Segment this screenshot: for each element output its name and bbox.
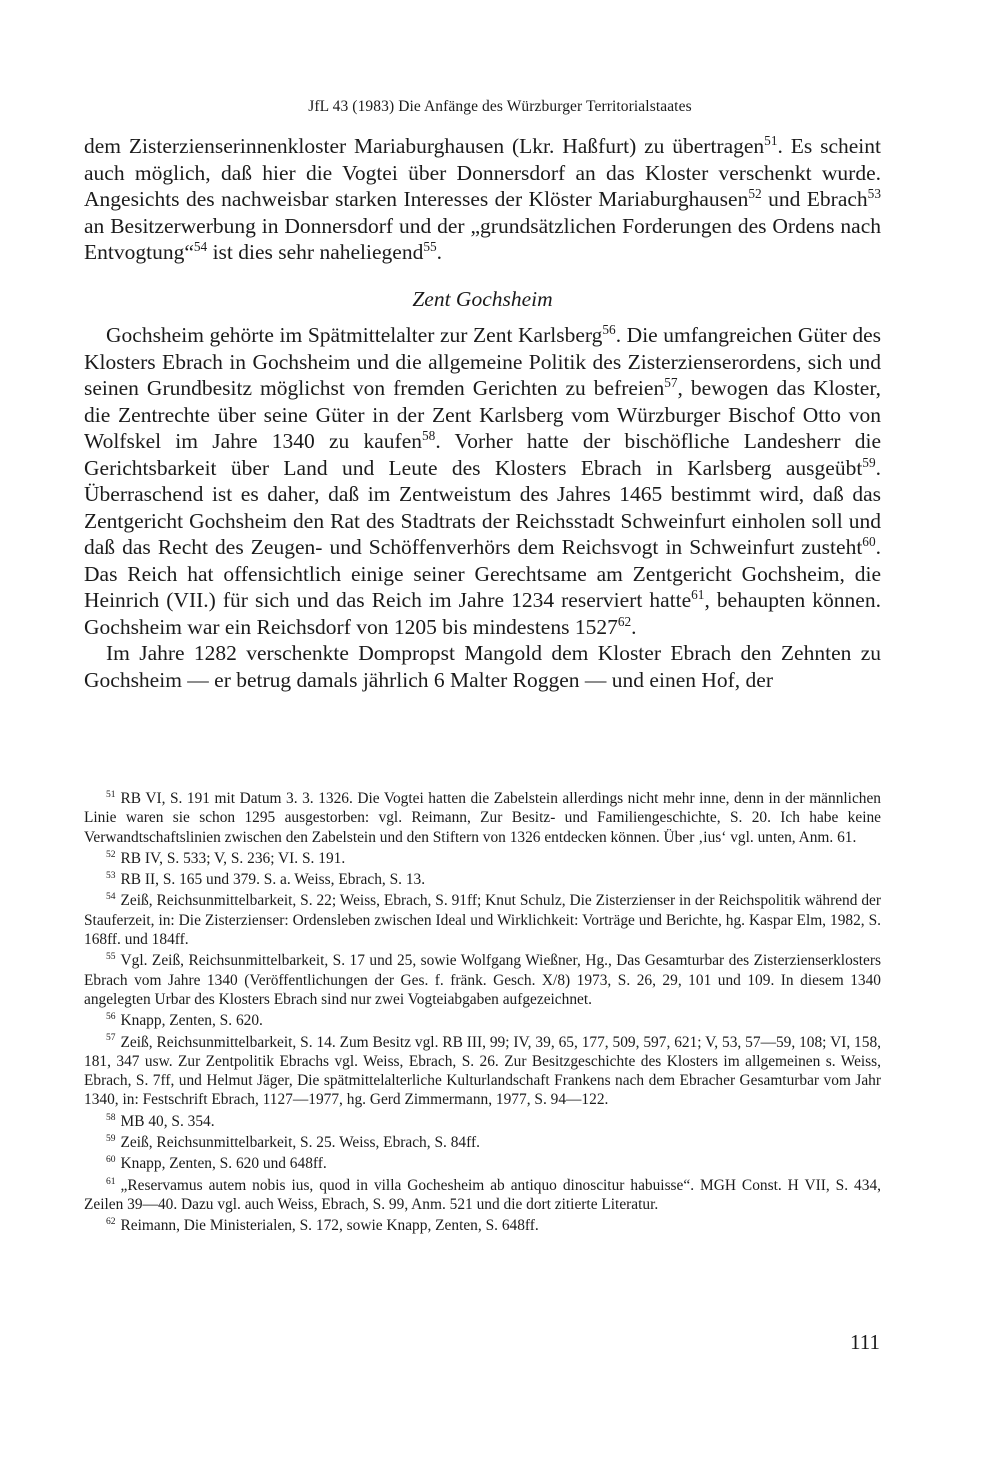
footnote-57 bbox=[84, 1033, 881, 1110]
footnote-text: „Reservamus autem nobis ius, quod in villa Gochesheim ab antiquo dinoscitur habuisse“. MGH Const. H VII, S. 434, Zeilen 39—40. Dazu vgl. auch Weiss, Ebrach, S. 99, Anm. 521 und die dort zitierte Literatur. bbox=[84, 1176, 881, 1213]
footnote-number: 53 bbox=[106, 870, 116, 882]
footnote-58 bbox=[84, 1112, 881, 1131]
footnote-ref-54[interactable]: 54 bbox=[193, 238, 208, 254]
footnote-number: 56 bbox=[106, 1011, 116, 1023]
footnote-text: RB II, S. 165 und 379. S. a. Weiss, Ebrach, S. 13. bbox=[120, 871, 426, 889]
footnote-ref-55[interactable]: 55 bbox=[423, 238, 437, 254]
footnote-ref-62[interactable]: 62 bbox=[617, 613, 632, 629]
footnote-number: 52 bbox=[106, 848, 116, 860]
footnote-text: Reimann, Die Ministerialen, S. 172, sowie Knapp, Zenten, S. 648ff. bbox=[120, 1217, 539, 1235]
footnote-number: 57 bbox=[106, 1032, 116, 1044]
footnote-ref-57[interactable]: 57 bbox=[664, 374, 678, 390]
footnote-52 bbox=[84, 849, 881, 868]
footnote-53 bbox=[84, 870, 881, 889]
footnote-number: 60 bbox=[106, 1154, 116, 1166]
page-number: 111 bbox=[850, 1330, 880, 1354]
footnote-text: Knapp, Zenten, S. 620 und 648ff. bbox=[120, 1155, 327, 1173]
footnote-60 bbox=[84, 1154, 881, 1173]
footnote-number: 62 bbox=[106, 1216, 116, 1228]
footnote-61 bbox=[84, 1176, 881, 1215]
footnote-62 bbox=[84, 1216, 881, 1235]
footnote-text: Zeiß, Reichsunmittelbarkeit, S. 22; Weiss, Ebrach, S. 91ff; Knut Schulz, Die Zisterzienser in der Reichspolitik während der Stauferzeit, in: Die Zisterzienser: Ordensleben zwischen Ideal und Wirklichkeit: Vorträge und Berichte, hg. Kaspar Elm, 1982, S. 168ff. und 184ff. bbox=[84, 892, 881, 949]
footnote-number: 59 bbox=[106, 1132, 116, 1144]
footnote-56 bbox=[84, 1011, 881, 1030]
footnote-51 bbox=[84, 789, 881, 847]
footnote-number: 55 bbox=[106, 951, 116, 963]
paragraph-2: Gochsheim gehörte im Spätmittelalter zur Zent Karlsberg$^{56}$. Die umfangreichen Güter des Klosters Ebrach in Gochsheim und die allgemeine Politik des Zisterzienserordens, sich und seinen Grundbesitz möglichst von fremden Gerichten zu befreien$^{57}$, bewogen das Kloster, die Zentrechte über seine Güter in der Zent Karlsberg vom Würzburger Bischof Otto von Wolfskel im Jahre 1340 zu kaufen$^{58}$. Vorher hatte der bischöfliche Landesherr die Gerichtsbarkeit über Land und Leute des Klosters Ebrach in Karlsberg ausgeübt$^{59}$. Überraschend ist es daher, daß im Zentweistum des Jahres 1465 bestimmt wird, daß das Zentgericht Gochsheim den Rat des Stadtrats der Reichsstadt Schweinfurt einholen soll und daß das Recht des Zeugen- und Schöffenverhörs dem Reichsvogt in Schweinfurt zusteht$^{60}$. Das Reich hat offensichtlich einige seiner Gerechtsame am Zentgericht Gochsheim, die Heinrich (VII.) für sich und das Reich im Jahre 1234 reserviert hatte$^{61}$, behaupten können. Gochsheim war ein Reichsdorf von 1205 bis mindestens 1527$^{62}$. bbox=[84, 321, 882, 639]
paragraph-3: Im Jahre 1282 verschenkte Dompropst Mangold dem Kloster Ebrach den Zehnten zu Gochsheim — er betrug damals jährlich 6 Malter Roggen — und einen Hof, der bbox=[84, 641, 881, 692]
footnote-59 bbox=[84, 1133, 881, 1152]
footnote-ref-59[interactable]: 59 bbox=[862, 454, 876, 470]
footnote-text: Zeiß, Reichsunmittelbarkeit, S. 14. Zum Besitz vgl. RB III, 99; IV, 39, 65, 177, 509, 597, 621; V, 53, 57—59, 108; VI, 158, 181, 347 usw. Zur Zentpolitik Ebrachs vgl. Weiss, Ebrach, S. 26. Zur Besitzgeschichte des Klosters im allgemeinen s. Weiss, Ebrach, S. 7ff, und Helmut Jäger, Die spätmittelalterliche Kulturlandschaft Frankens nach dem Ebracher Gesamturbar vom Jahr 1340, in: Festschrift Ebrach, 1127—1977, hg. Gerd Zimmermann, 1977, S. 94—122. bbox=[84, 1033, 881, 1109]
paragraph-1: dem Zisterzienserinnenkloster Mariaburghausen (Lkr. Haßfurt) zu übertragen$^{51}$. Es scheint auch möglich, daß hier die Vogtei über Donnersdorf an das Kloster verschenkt wurde. Angesichts des nachweisbar starken Interesses der Klöster Mariaburghausen$^{52}$ und Ebrach$^{53}$ an Besitzerwerbung in Donnersdorf und der „grundsätzlichen Forderungen des Ordens nach Entvogtung“$^{54}$ ist dies sehr naheliegend$^{55}$. bbox=[84, 132, 881, 264]
running-head: JfL 43 (1983) Die Anfänge des Würzburger Territorialstaates bbox=[308, 98, 692, 115]
section-title: Zent Gochsheim bbox=[412, 286, 553, 311]
footnote-ref-52[interactable]: 52 bbox=[748, 185, 762, 201]
footnote-number: 54 bbox=[106, 891, 116, 903]
footnote-text: RB VI, S. 191 mit Datum 3. 3. 1326. Die Vogtei hatten die Zabelstein allerdings nicht mehr inne, denn in der männlichen Linie waren sie schon 1295 ausgestorben: vgl. Reimann, Zur Besitz- und Familiengeschichte, S. 20. Ich habe keine Verwandtschaftslinien zwischen den Zabelstein und den Stiftern von 1326 entdecken können. Über ‚ius‘ vgl. unten, Anm. 61. bbox=[84, 790, 881, 846]
footnotes bbox=[84, 789, 881, 1238]
footnote-55 bbox=[84, 951, 881, 1009]
footnote-text: RB IV, S. 533; V, S. 236; VI. S. 191. bbox=[120, 849, 346, 867]
footnote-ref-61[interactable]: 61 bbox=[691, 586, 705, 602]
footnote-text: Vgl. Zeiß, Reichsunmittelbarkeit, S. 17 und 25, sowie Wolfgang Wießner, Hg., Das Gesamturbar des Zisterzienserklosters Ebrach vom Jahre 1340 (Veröffentlichungen der Ges. f. fränk. Gesch. X/8) 1973, S. 26, 29, 101 und 109. In diesem 1340 angelegten Urbar des Klosters Ebrach sind nur zwei Vogteiabgaben aufgezeichnet. bbox=[84, 952, 881, 1008]
footnote-ref-56[interactable]: 56 bbox=[602, 321, 616, 337]
footnote-number: 51 bbox=[106, 788, 116, 800]
footnote-ref-58[interactable]: 58 bbox=[422, 427, 436, 443]
footnote-text: Zeiß, Reichsunmittelbarkeit, S. 25. Weiss, Ebrach, S. 84ff. bbox=[120, 1134, 480, 1152]
footnote-ref-51[interactable]: 51 bbox=[764, 132, 778, 148]
footnote-ref-53[interactable]: 53 bbox=[867, 185, 881, 201]
footnote-text: Knapp, Zenten, S. 620. bbox=[120, 1012, 263, 1030]
footnote-number: 61 bbox=[106, 1175, 116, 1187]
footnote-54 bbox=[84, 891, 881, 949]
footnote-ref-60[interactable]: 60 bbox=[862, 533, 876, 549]
main-text bbox=[84, 133, 881, 693]
footnote-number: 58 bbox=[106, 1111, 116, 1123]
footnote-text: MB 40, S. 354. bbox=[120, 1112, 215, 1130]
